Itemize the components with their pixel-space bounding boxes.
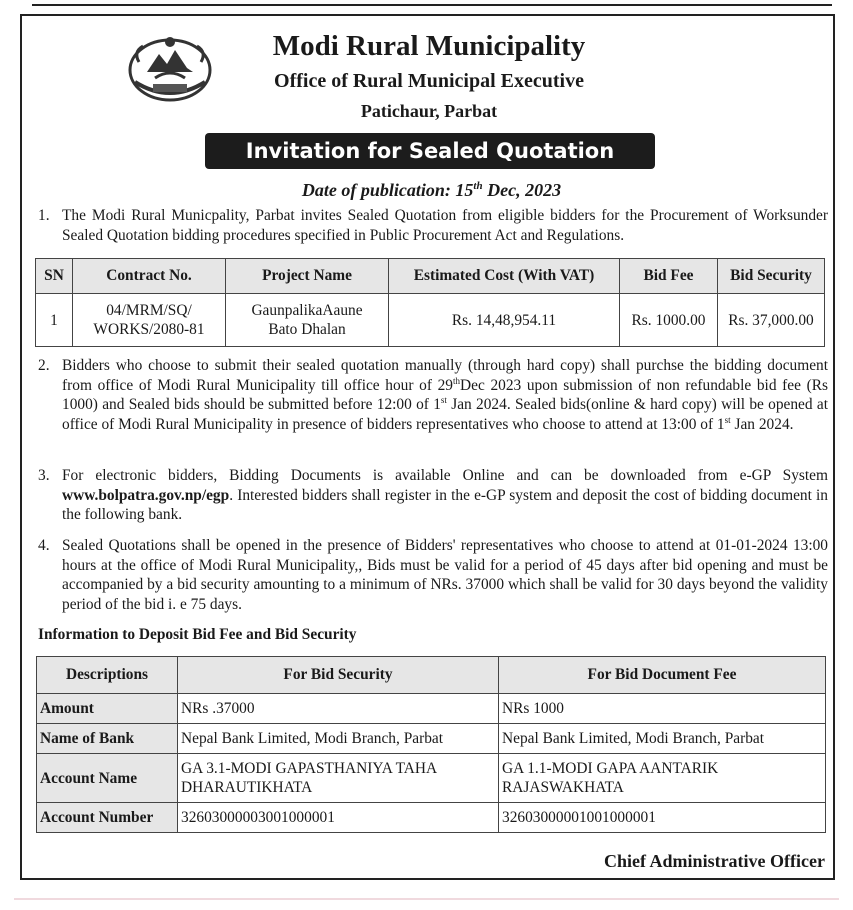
- deposit-table: [36, 656, 826, 833]
- clause-1: [38, 206, 828, 245]
- page-title: Modi Rural Municipality: [272, 30, 586, 62]
- cell-bid-fee: Rs. 1000.00: [620, 294, 718, 347]
- clause-text: For electronic bidders, Bidding Documents is available Online and can be downloaded from e-GP System www.bolpatra.gov.np/egp. Interested bidders shall register in the e-GP system and deposit the cost of bidding document in the following bank.: [62, 467, 828, 523]
- cell-security: GA 3.1-MODI GAPASTHANIYA TAHA DHARAUTIKHATA: [178, 754, 499, 803]
- table-row: [37, 694, 826, 724]
- clause-text: Bidders who choose to submit their sealed quotation manually (through hard copy) shall purchse the bidding document from office of Modi Rural Municipality till office hour of 29thDec 2023 upon submission of non refundable bid fee (Rs 1000) and Sealed bids should be submitted before 12:00 of 1st Jan 2024. Sealed bids(online & hard copy) will be opened at office of Modi Rural Municipality in presence of bidders representatives who choose to attend at 13:00 of 1st Jan 2024.: [62, 357, 828, 433]
- cell-sn: 1: [36, 294, 73, 347]
- publication-date: Date of publication: 15th Dec, 2023: [301, 180, 562, 200]
- table-header-row: [36, 259, 825, 294]
- cell-security: Nepal Bank Limited, Modi Branch, Parbat: [178, 724, 499, 754]
- table-row: [36, 294, 825, 347]
- clause-number: 3.: [38, 467, 50, 484]
- clause-3: [38, 466, 828, 525]
- cell-fee: 32603000001001000001: [499, 803, 826, 833]
- top-rule: [32, 4, 832, 6]
- clause-2: [38, 356, 828, 434]
- cell-security: NRs .37000: [178, 694, 499, 724]
- row-label: Account Name: [37, 754, 178, 803]
- cell-project-name: GaunpalikaAaune Bato Dhalan: [226, 294, 389, 347]
- col-estimated-cost: Estimated Cost (With VAT): [389, 259, 620, 294]
- row-label: Account Number: [37, 803, 178, 833]
- deposit-heading: Information to Deposit Bid Fee and Bid Security: [38, 626, 357, 643]
- cell-fee: Nepal Bank Limited, Modi Branch, Parbat: [499, 724, 826, 754]
- contract-table: [35, 258, 825, 347]
- table-row: [37, 803, 826, 833]
- col-bid-security: Bid Security: [718, 259, 825, 294]
- table-row: [37, 724, 826, 754]
- bottom-rule: [14, 898, 839, 900]
- office-address: Patichaur, Parbat: [360, 101, 498, 121]
- clause-number: 1.: [38, 207, 50, 224]
- notice-banner: Invitation for Sealed Quotation: [205, 133, 655, 169]
- clause-number: 2.: [38, 357, 50, 374]
- cell-contract-no: 04/MRM/SQ/ WORKS/2080-81: [73, 294, 226, 347]
- row-label: Amount: [37, 694, 178, 724]
- col-bid-security: For Bid Security: [178, 657, 499, 694]
- cell-security: 32603000003001000001: [178, 803, 499, 833]
- cell-fee: NRs 1000: [499, 694, 826, 724]
- egp-url-link[interactable]: www.bolpatra.gov.np/egp: [62, 486, 230, 504]
- cell-fee: GA 1.1-MODI GAPA AANTARIK RAJASWAKHATA: [499, 754, 826, 803]
- col-contract-no: Contract No.: [73, 259, 226, 294]
- table-header-row: [37, 657, 826, 694]
- office-name: Office of Rural Municipal Executive: [274, 70, 584, 92]
- table-row: [37, 754, 826, 803]
- clause-number: 4.: [38, 537, 50, 554]
- row-label: Name of Bank: [37, 724, 178, 754]
- cell-bid-security: Rs. 37,000.00: [718, 294, 825, 347]
- col-bid-fee: Bid Fee: [620, 259, 718, 294]
- col-descriptions: Descriptions: [37, 657, 178, 694]
- clause-text: The Modi Rural Municpality, Parbat invites Sealed Quotation from eligible bidders for the Procurement of Worksunder Sealed Quotation bidding procedures specified in Public Procurement Act and Regulations.: [62, 207, 828, 244]
- col-sn: SN: [36, 259, 73, 294]
- clause-4: [38, 536, 828, 614]
- col-project-name: Project Name: [226, 259, 389, 294]
- signatory: Chief Administrative Officer: [604, 851, 825, 871]
- cell-estimated-cost: Rs. 14,48,954.11: [389, 294, 620, 347]
- col-bid-document-fee: For Bid Document Fee: [499, 657, 826, 694]
- clause-text: Sealed Quotations shall be opened in the presence of Bidders' representatives who choose to attend at 01-01-2024 13:00 hours at the office of Modi Rural Municipality,, Bids must be valid for a period of 45 days after bid opening and must be accompanied by a bid security amounting to a minimum of NRs. 37000 which shall be valid for 30 days beyond the validity period of the bid i. e 75 days.: [62, 537, 828, 613]
